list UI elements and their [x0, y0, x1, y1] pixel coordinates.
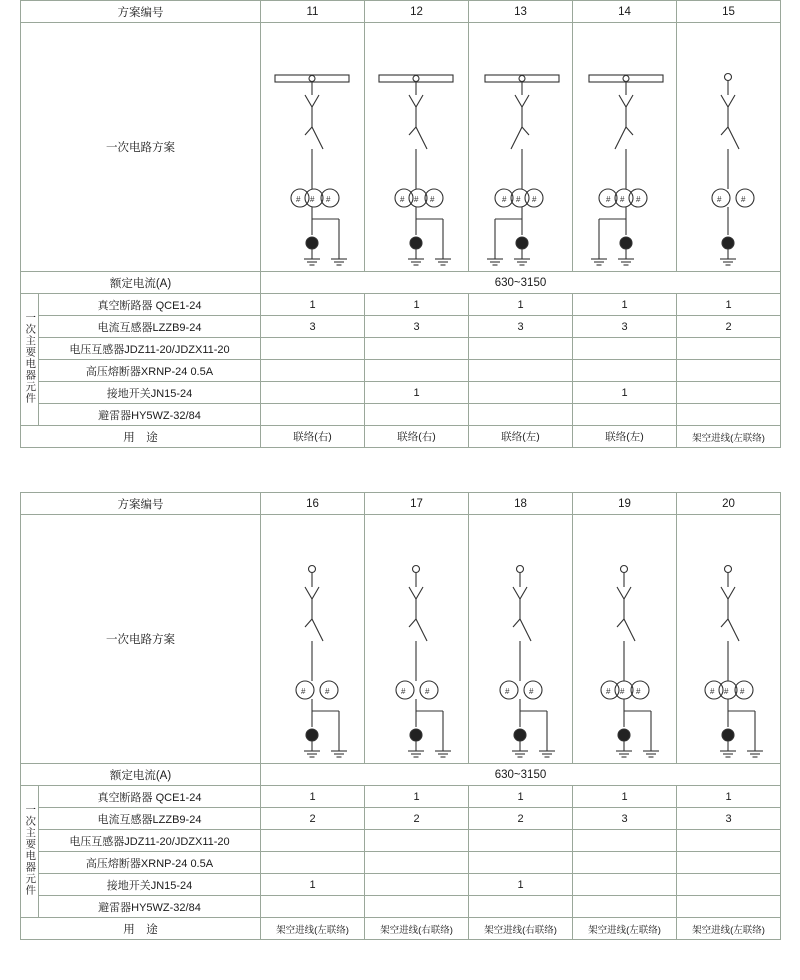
- component-name: 真空断路器 QCE1-24: [39, 786, 261, 808]
- component-name: 电压互感器JDZ11-20/JDZX11-20: [39, 338, 261, 360]
- diagram-svg: [469, 515, 573, 763]
- component-value: [573, 896, 677, 918]
- svg-text:#: #: [425, 687, 430, 696]
- rated-current-value: 630~3150: [261, 764, 781, 786]
- component-value: 2: [469, 808, 573, 830]
- component-value: [365, 338, 469, 360]
- scheme-number-cell: 17: [365, 493, 469, 515]
- usage-value: 架空进线(右联络): [469, 918, 573, 940]
- circuit-diagram-14: [573, 23, 677, 272]
- component-value: [261, 404, 365, 426]
- component-value: [677, 852, 781, 874]
- component-value: [573, 874, 677, 896]
- diagram-svg: [573, 515, 677, 763]
- component-value: [365, 852, 469, 874]
- component-value: [677, 404, 781, 426]
- rated-current-value: 630~3150: [261, 272, 781, 294]
- scheme-number-cell: 15: [677, 1, 781, 23]
- component-value: [677, 382, 781, 404]
- table-row: [21, 338, 781, 360]
- diagram-svg: [677, 23, 781, 271]
- component-value: 3: [469, 316, 573, 338]
- scheme-number-cell: 14: [573, 1, 677, 23]
- svg-text:#: #: [296, 195, 301, 204]
- side-label-components: [21, 786, 39, 918]
- diagram-svg: [469, 23, 573, 271]
- component-value: 3: [573, 808, 677, 830]
- circuit-diagram-16: [261, 515, 365, 764]
- row-label-usage: 用 途: [21, 426, 261, 448]
- circuit-diagram-18: [469, 515, 573, 764]
- component-value: [365, 874, 469, 896]
- component-value: [469, 338, 573, 360]
- svg-text:#: #: [529, 687, 534, 696]
- component-value: 1: [365, 786, 469, 808]
- component-value: [677, 896, 781, 918]
- component-value: 1: [469, 874, 573, 896]
- component-name: 接地开关JN15-24: [39, 382, 261, 404]
- component-value: 1: [469, 786, 573, 808]
- component-value: [573, 830, 677, 852]
- circuit-diagram-12: [365, 23, 469, 272]
- component-value: 1: [573, 294, 677, 316]
- component-value: [573, 360, 677, 382]
- component-value: 3: [573, 316, 677, 338]
- svg-text:#: #: [401, 687, 406, 696]
- svg-text:#: #: [430, 195, 435, 204]
- usage-value: 架空进线(左联络): [677, 426, 781, 448]
- side-label-components: [21, 294, 39, 426]
- row-label-primary-circuit: 一次电路方案: [21, 515, 261, 764]
- svg-text:#: #: [414, 195, 419, 204]
- circuit-diagram-19: [573, 515, 677, 764]
- component-value: [261, 852, 365, 874]
- component-value: [365, 896, 469, 918]
- svg-text:#: #: [505, 687, 510, 696]
- scheme-number-cell: 11: [261, 1, 365, 23]
- diagram-svg: [261, 23, 365, 271]
- component-name: 高压熔断器XRNP-24 0.5A: [39, 360, 261, 382]
- row-label-rated-current: 额定电流(A): [21, 764, 261, 786]
- table-row: [21, 515, 781, 764]
- usage-value: 架空进线(左联络): [573, 918, 677, 940]
- row-label-rated-current: 额定电流(A): [21, 272, 261, 294]
- block-spacer: [0, 448, 800, 492]
- svg-text:#: #: [636, 195, 641, 204]
- row-label-primary-circuit: 一次电路方案: [21, 23, 261, 272]
- svg-text:#: #: [310, 195, 315, 204]
- component-value: 1: [261, 786, 365, 808]
- component-value: 1: [365, 382, 469, 404]
- component-name: 避雷器HY5WZ-32/84: [39, 404, 261, 426]
- usage-value: 联络(左): [573, 426, 677, 448]
- component-value: [469, 896, 573, 918]
- circuit-diagram-11: [261, 23, 365, 272]
- scheme-table-block-1: [20, 0, 781, 448]
- circuit-diagram-17: [365, 515, 469, 764]
- circuit-diagram-15: [677, 23, 781, 272]
- table-row: [21, 808, 781, 830]
- usage-value: 架空进线(右联络): [365, 918, 469, 940]
- component-value: [677, 874, 781, 896]
- component-name: 电流互感器LZZB9-24: [39, 316, 261, 338]
- component-value: [677, 360, 781, 382]
- usage-value: 架空进线(左联络): [261, 918, 365, 940]
- usage-value: 联络(右): [365, 426, 469, 448]
- svg-text:#: #: [636, 687, 641, 696]
- component-value: [469, 404, 573, 426]
- component-value: [365, 830, 469, 852]
- table-row: [21, 382, 781, 404]
- table-row: [21, 23, 781, 272]
- table-row: [21, 404, 781, 426]
- table-row: [21, 493, 781, 515]
- component-value: 1: [573, 786, 677, 808]
- component-value: [677, 338, 781, 360]
- component-value: [469, 360, 573, 382]
- scheme-number-cell: 13: [469, 1, 573, 23]
- component-name: 电流互感器LZZB9-24: [39, 808, 261, 830]
- side-label-text: 一次主要电器元件: [24, 804, 37, 896]
- table-row: [21, 360, 781, 382]
- component-value: 1: [261, 874, 365, 896]
- svg-text:#: #: [740, 687, 745, 696]
- circuit-diagram-20: [677, 515, 781, 764]
- row-label-usage: 用 途: [21, 918, 261, 940]
- usage-value: 架空进线(左联络): [677, 918, 781, 940]
- row-label-scheme-no: 方案编号: [21, 493, 261, 515]
- svg-text:#: #: [620, 687, 625, 696]
- component-value: [365, 404, 469, 426]
- component-value: [469, 852, 573, 874]
- component-value: 1: [677, 294, 781, 316]
- component-value: 1: [573, 382, 677, 404]
- svg-text:#: #: [326, 195, 331, 204]
- diagram-svg: [573, 23, 677, 271]
- svg-text:#: #: [532, 195, 537, 204]
- table-row: [21, 830, 781, 852]
- scheme-number-cell: 19: [573, 493, 677, 515]
- component-value: 1: [261, 294, 365, 316]
- usage-value: 联络(左): [469, 426, 573, 448]
- svg-text:#: #: [710, 687, 715, 696]
- component-value: [469, 382, 573, 404]
- component-name: 接地开关JN15-24: [39, 874, 261, 896]
- diagram-svg: [365, 23, 469, 271]
- svg-text:#: #: [724, 687, 729, 696]
- component-value: 1: [469, 294, 573, 316]
- table-row: [21, 786, 781, 808]
- component-value: 2: [261, 808, 365, 830]
- component-value: 2: [677, 316, 781, 338]
- svg-text:#: #: [741, 195, 746, 204]
- table-row: [21, 272, 781, 294]
- component-value: [365, 360, 469, 382]
- table-row: [21, 918, 781, 940]
- component-value: 3: [261, 316, 365, 338]
- scheme-number-cell: 12: [365, 1, 469, 23]
- component-value: [261, 830, 365, 852]
- component-value: 3: [677, 808, 781, 830]
- table-row: [21, 1, 781, 23]
- table-row: [21, 896, 781, 918]
- component-value: 2: [365, 808, 469, 830]
- component-name: 避雷器HY5WZ-32/84: [39, 896, 261, 918]
- svg-text:#: #: [516, 195, 521, 204]
- component-value: [573, 404, 677, 426]
- component-value: [261, 382, 365, 404]
- component-value: 3: [365, 316, 469, 338]
- table-row: [21, 316, 781, 338]
- component-value: [677, 830, 781, 852]
- row-label-scheme-no: 方案编号: [21, 1, 261, 23]
- table-row: [21, 874, 781, 896]
- table-row: [21, 426, 781, 448]
- table-row: [21, 852, 781, 874]
- circuit-diagram-13: [469, 23, 573, 272]
- scheme-number-cell: 20: [677, 493, 781, 515]
- svg-text:#: #: [606, 687, 611, 696]
- svg-text:#: #: [502, 195, 507, 204]
- svg-text:#: #: [301, 687, 306, 696]
- component-value: 1: [365, 294, 469, 316]
- component-name: 真空断路器 QCE1-24: [39, 294, 261, 316]
- diagram-svg: [261, 515, 365, 763]
- svg-text:#: #: [620, 195, 625, 204]
- component-value: [469, 830, 573, 852]
- side-label-text: 一次主要电器元件: [24, 312, 37, 404]
- diagram-svg: [677, 515, 781, 763]
- usage-value: 联络(右): [261, 426, 365, 448]
- svg-text:#: #: [606, 195, 611, 204]
- diagram-svg: [365, 515, 469, 763]
- svg-text:#: #: [325, 687, 330, 696]
- svg-text:#: #: [717, 195, 722, 204]
- svg-text:#: #: [400, 195, 405, 204]
- table-row: [21, 764, 781, 786]
- component-value: [261, 338, 365, 360]
- component-value: [261, 896, 365, 918]
- table-row: [21, 294, 781, 316]
- scheme-table-block-2: [20, 492, 781, 940]
- scheme-number-cell: 16: [261, 493, 365, 515]
- component-value: [573, 852, 677, 874]
- component-name: 电压互感器JDZ11-20/JDZX11-20: [39, 830, 261, 852]
- component-value: [573, 338, 677, 360]
- component-value: 1: [677, 786, 781, 808]
- component-name: 高压熔断器XRNP-24 0.5A: [39, 852, 261, 874]
- component-value: [261, 360, 365, 382]
- scheme-number-cell: 18: [469, 493, 573, 515]
